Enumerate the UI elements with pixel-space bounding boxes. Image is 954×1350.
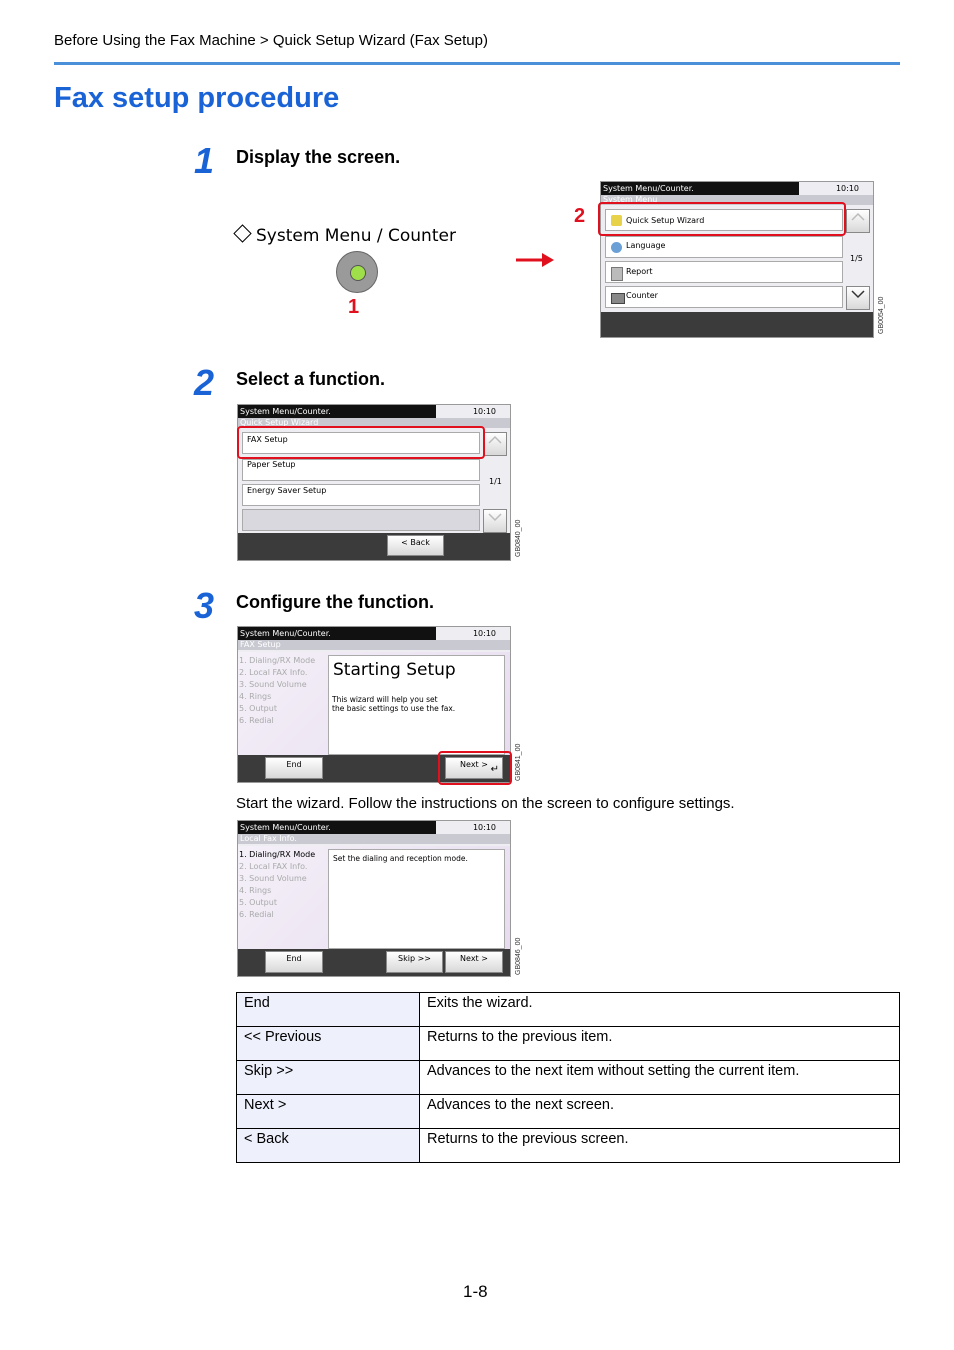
table-key: End: [237, 993, 420, 1027]
table-desc: Advances to the next screen.: [420, 1095, 900, 1129]
header-divider: [54, 62, 900, 65]
page-number: 1-8: [463, 1282, 488, 1301]
table-key: Next >: [237, 1095, 420, 1129]
panel-subtitle: System Menu: [601, 195, 873, 205]
wizard-step: 6. Redial: [239, 716, 274, 725]
panel-time: 10:10: [472, 407, 496, 416]
panel-bottom-bar: [601, 312, 873, 337]
menu-item-label: Energy Saver Setup: [247, 486, 327, 495]
wizard-step-current: 1. Dialing/RX Mode: [239, 850, 316, 859]
chevron-down-icon: [486, 510, 504, 524]
panel-titlebar: System Menu/Counter.: [238, 821, 436, 834]
report-icon: [611, 267, 623, 281]
page-indicator: 1/1: [489, 477, 502, 486]
scroll-up-button[interactable]: [846, 209, 870, 233]
wizard-message-line1: This wizard will help you set: [332, 695, 438, 704]
menu-item-label: Paper Setup: [247, 460, 296, 469]
system-menu-key-button[interactable]: [336, 251, 378, 293]
panel-titlebar: System Menu/Counter.: [238, 627, 436, 640]
wizard-step: 4. Rings: [239, 886, 272, 895]
step-number-3: 3: [194, 585, 215, 626]
skip-button[interactable]: Skip >>: [386, 951, 443, 973]
step-title-1: Display the screen.: [236, 147, 401, 167]
table-key: << Previous: [237, 1027, 420, 1061]
menu-item-label: Language: [626, 241, 666, 250]
breadcrumb: Before Using the Fax Machine > Quick Setup Wizard (Fax Setup): [54, 32, 488, 49]
wizard-step: 2. Local FAX Info.: [239, 862, 308, 871]
table-row: [237, 1061, 900, 1095]
step-number-2: 2: [194, 362, 215, 403]
wizard-content-box: [328, 655, 505, 755]
wizard-step-list: [239, 655, 315, 727]
menu-item-energy-saver[interactable]: [242, 484, 480, 506]
chevron-up-icon: [849, 210, 867, 224]
panel-subtitle: Local Fax Info.: [238, 834, 510, 844]
menu-item-label: Counter: [626, 291, 658, 300]
chevron-up-icon: [486, 433, 504, 447]
chevron-down-icon: [849, 287, 867, 301]
panel-subtitle: FAX Setup: [238, 640, 510, 650]
end-button[interactable]: End: [265, 757, 323, 779]
scroll-down-button[interactable]: [483, 509, 507, 533]
wizard-message-line2: the basic settings to use the fax.: [332, 704, 456, 713]
counter-icon: [611, 293, 625, 304]
wizard-step: 6. Redial: [239, 910, 274, 919]
scroll-up-button[interactable]: [483, 432, 507, 456]
table-key: Skip >>: [237, 1061, 420, 1095]
panel-subtitle: Quick Setup Wizard: [238, 418, 510, 428]
wizard-step-list: [239, 849, 315, 921]
menu-item-label: FAX Setup: [247, 435, 288, 444]
table-desc: Returns to the previous item.: [420, 1027, 900, 1061]
image-code: GB0846_00: [515, 937, 522, 975]
table-row: [237, 1129, 900, 1163]
local-fax-info-panel: [237, 820, 511, 977]
wizard-step: 1. Dialing/RX Mode: [239, 656, 316, 665]
table-desc: Returns to the previous screen.: [420, 1129, 900, 1163]
wizard-step: 4. Rings: [239, 692, 272, 701]
next-button[interactable]: Next >: [445, 951, 503, 973]
back-button[interactable]: < Back: [387, 535, 444, 556]
menu-item-label: Report: [626, 267, 653, 276]
menu-item-language[interactable]: [605, 236, 843, 258]
wizard-step: 5. Output: [239, 704, 277, 713]
enter-icon: ↵: [490, 764, 499, 775]
end-button[interactable]: End: [265, 951, 323, 973]
wizard-heading: Starting Setup: [333, 660, 456, 680]
menu-item-counter[interactable]: [605, 286, 843, 308]
menu-item-label: Quick Setup Wizard: [626, 216, 705, 225]
table-desc: Exits the wizard.: [420, 993, 900, 1027]
next-button-label: Next >: [460, 760, 488, 769]
table-row: [237, 1027, 900, 1061]
wizard-message: Set the dialing and reception mode.: [333, 854, 468, 863]
image-code: GB0054_00: [878, 296, 885, 334]
page-indicator: 1/5: [850, 254, 863, 263]
panel-bottom-bar: [238, 533, 510, 560]
callout-2: 2: [574, 205, 586, 227]
panel-time: 10:10: [835, 184, 859, 193]
table-row: [237, 993, 900, 1027]
highlight-fax-setup: [237, 426, 485, 459]
step-title-2: Select a function.: [236, 369, 386, 389]
menu-item-report[interactable]: [605, 261, 843, 283]
page-title: Fax setup procedure: [54, 82, 340, 114]
image-code: GB0840_00: [515, 519, 522, 557]
highlight-quick-setup: [598, 202, 846, 236]
menu-item-empty: [242, 509, 480, 531]
panel-time: 10:10: [472, 823, 496, 832]
scroll-down-button[interactable]: [846, 286, 870, 310]
menu-item-paper-setup[interactable]: [242, 459, 480, 481]
button-description-table: [236, 992, 900, 1163]
table-row: [237, 1095, 900, 1129]
arrow-right-icon: [516, 250, 556, 270]
highlight-next-button: [438, 751, 512, 785]
panel-time: 10:10: [472, 629, 496, 638]
step-title-3: Configure the function.: [236, 592, 434, 612]
wizard-step: 3. Sound Volume: [239, 680, 307, 689]
wizard-step: 2. Local FAX Info.: [239, 668, 308, 677]
step-number-1: 1: [194, 140, 215, 181]
table-desc: Advances to the next item without setting the current item.: [420, 1061, 900, 1095]
language-icon: [611, 242, 622, 253]
panel-titlebar: System Menu/Counter.: [601, 182, 799, 195]
system-menu-key-label: System Menu / Counter: [236, 226, 456, 246]
instruction-text: Start the wizard. Follow the instructions on the screen to configure settings.: [236, 795, 735, 812]
table-key: < Back: [237, 1129, 420, 1163]
callout-1: 1: [348, 296, 360, 318]
wizard-step: 3. Sound Volume: [239, 874, 307, 883]
wizard-step: 5. Output: [239, 898, 277, 907]
diamond-icon: [233, 224, 251, 242]
image-code: GB0841_00: [515, 743, 522, 781]
key-indicator-light: [350, 265, 366, 281]
wizard-content-box: [328, 849, 505, 949]
panel-titlebar: System Menu/Counter.: [238, 405, 436, 418]
